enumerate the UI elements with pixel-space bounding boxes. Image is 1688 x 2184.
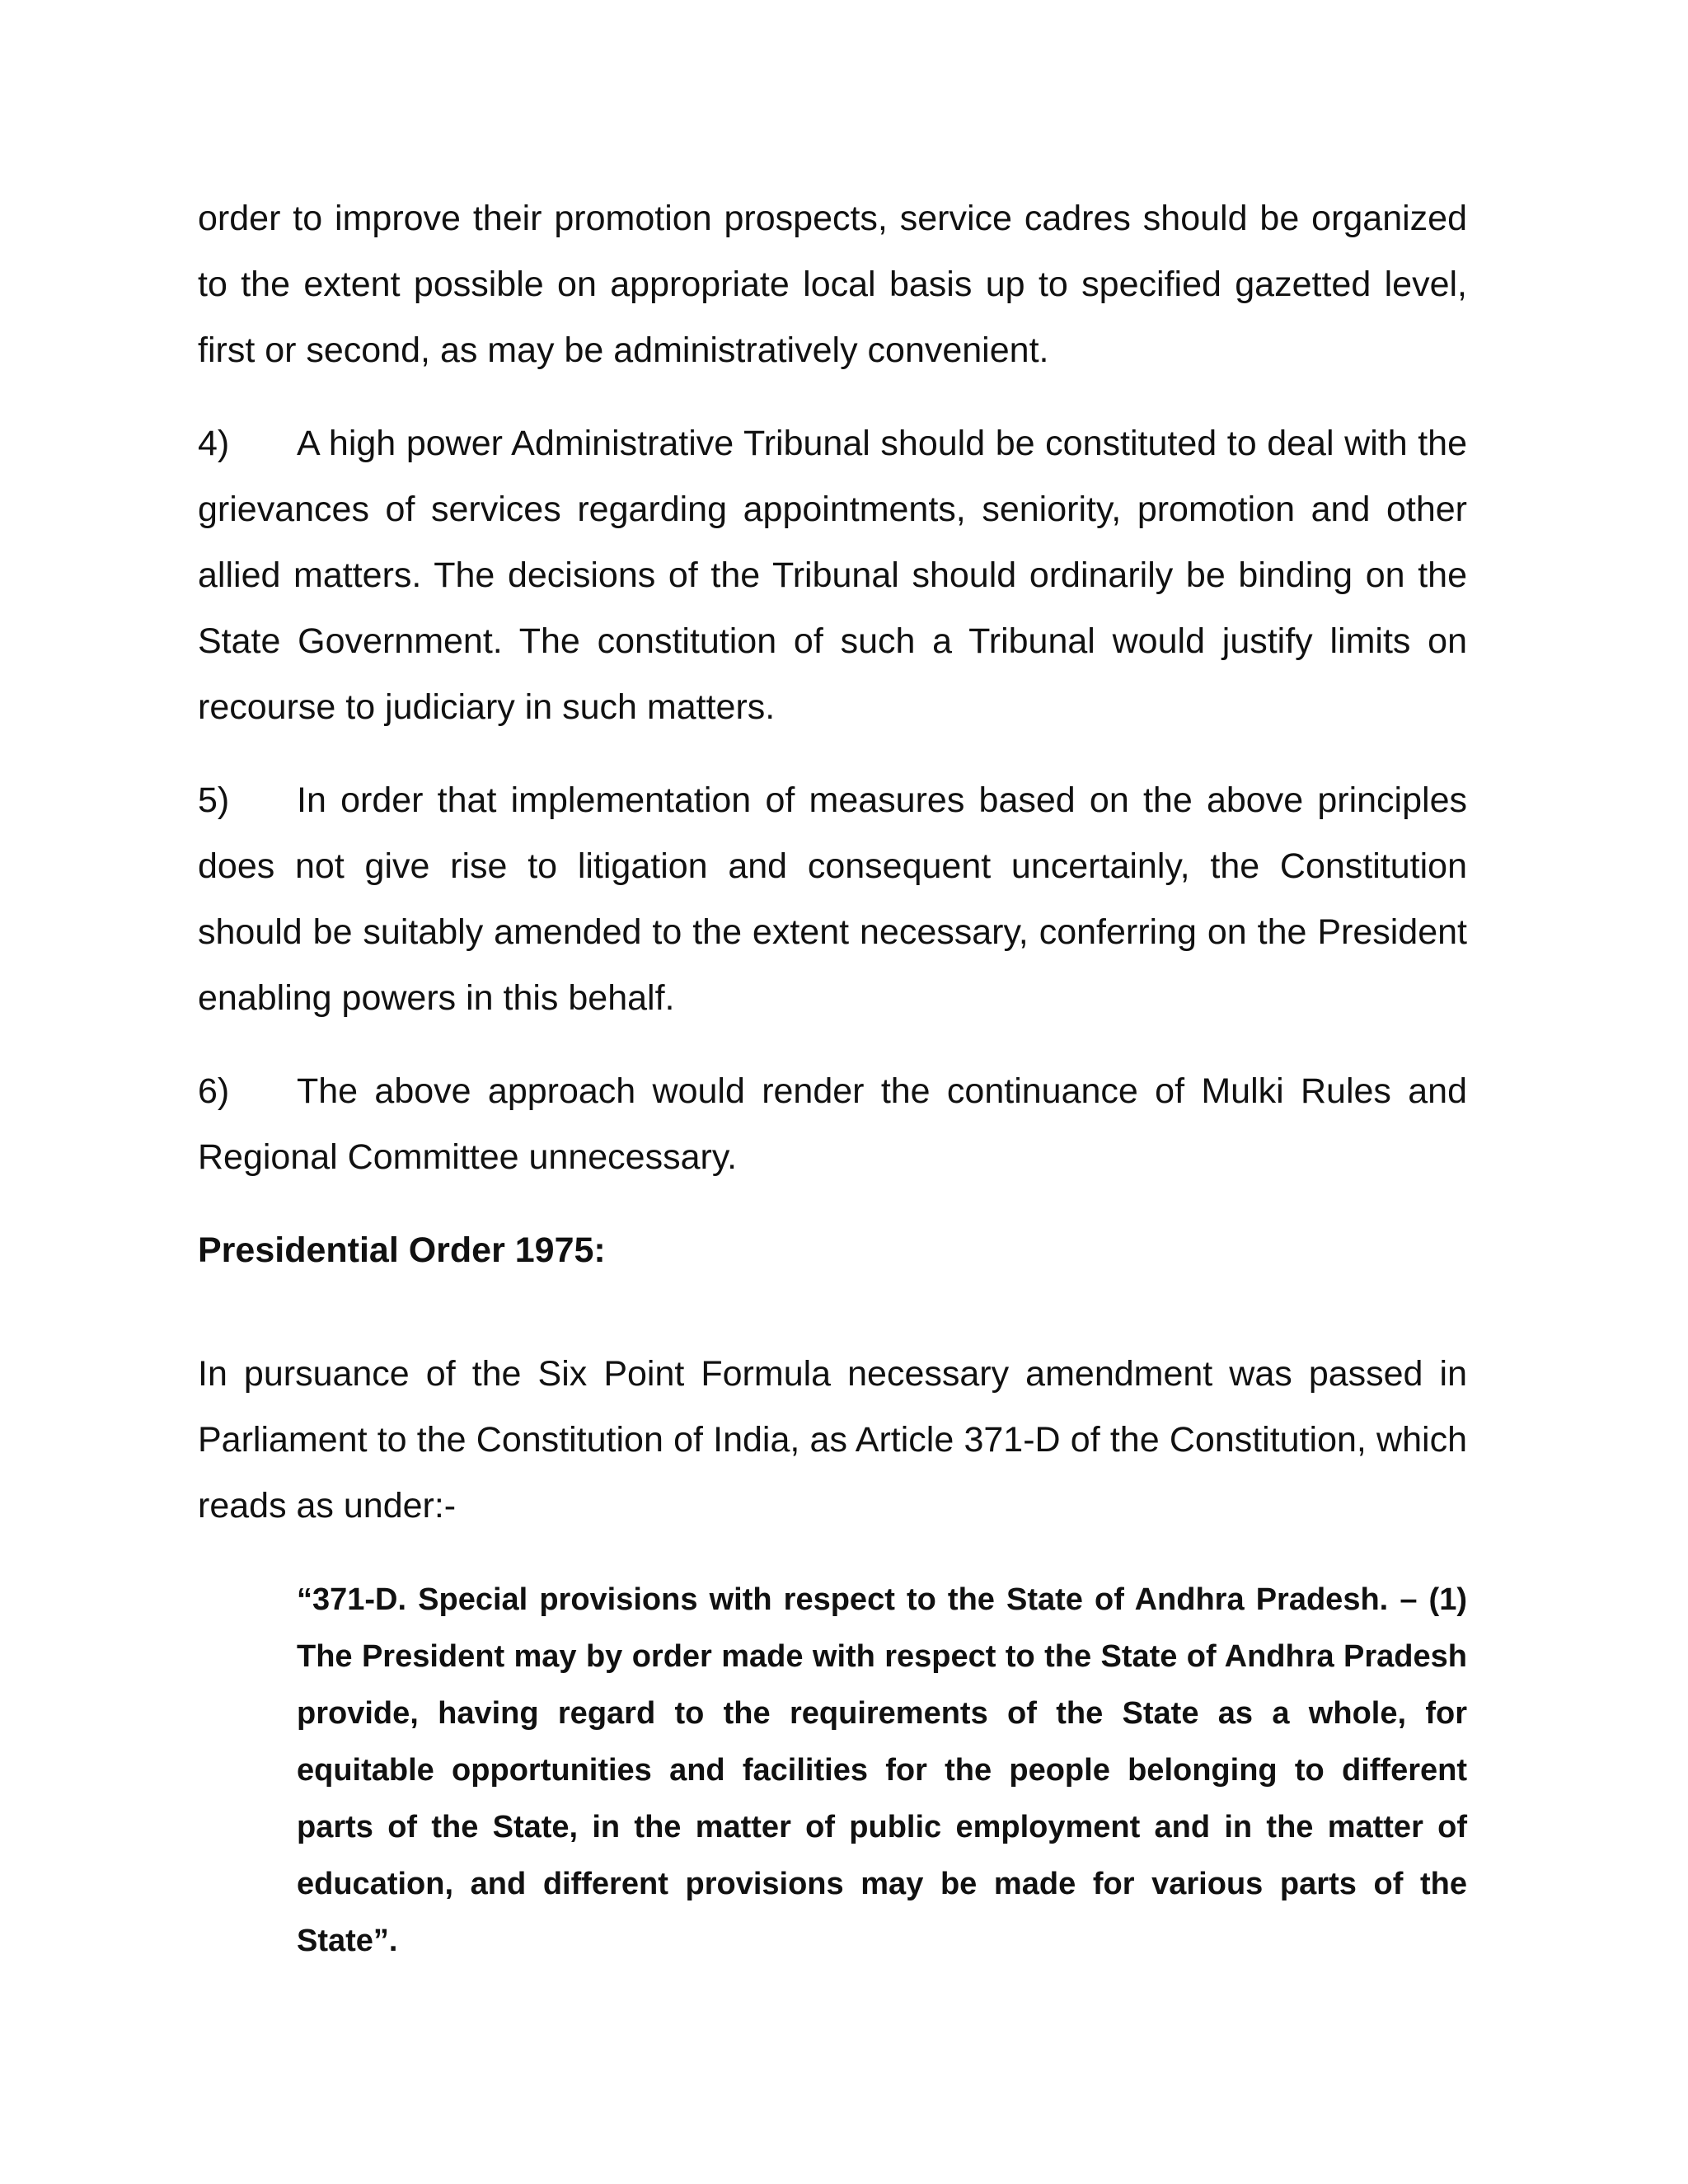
point-5-number: 5) <box>198 780 230 820</box>
point-4-number: 4) <box>198 424 230 463</box>
article-371d-quote: “371-D. Special provisions with respect to the State of Andhra Pradesh. – (1) The President may by order made with respect to the State of Andhra Pradesh provide, having regard to the requirements of the State as a whole, for equitable opportunities and facilities for the people belonging to different parts of the State, in the matter of public employment and in the matter of education, and different provisions may be made for various parts of the State”. <box>297 1582 1467 1958</box>
document-page <box>198 185 1467 1970</box>
section-heading: Presidential Order 1975: <box>198 1230 606 1270</box>
continuation-paragraph: order to improve their promotion prospects, service cadres should be organized to the extent possible on appropriate local basis up to specified gazetted level, first or second, as may be administratively convenient. <box>198 199 1467 370</box>
point-5-text: In order that implementation of measures based on the above principles does not give rise to litigation and consequent uncertainly, the Constitution should be suitably amended to the extent necessary, conferring on the President enabling powers in this behalf. <box>198 780 1467 1018</box>
point-4-paragraph <box>198 410 1467 740</box>
point-6-paragraph <box>198 1058 1467 1190</box>
pursuance-paragraph: In pursuance of the Six Point Formula necessary amendment was passed in Parliament to the Constitution of India, as Article 371-D of the Constitution, which reads as under:- <box>198 1354 1467 1526</box>
point-4-text: A high power Administrative Tribunal should be constituted to deal with the grievances of services regarding appointments, seniority, promotion and other allied matters. The decisions of the Tribunal should ordinarily be binding on the State Government. The constitution of such a Tribunal would justify limits on recourse to judiciary in such matters. <box>198 424 1467 727</box>
point-6-number: 6) <box>198 1071 230 1111</box>
point-6-text: The above approach would render the continuance of Mulki Rules and Regional Committee unnecessary. <box>198 1071 1467 1177</box>
point-5-paragraph <box>198 767 1467 1031</box>
